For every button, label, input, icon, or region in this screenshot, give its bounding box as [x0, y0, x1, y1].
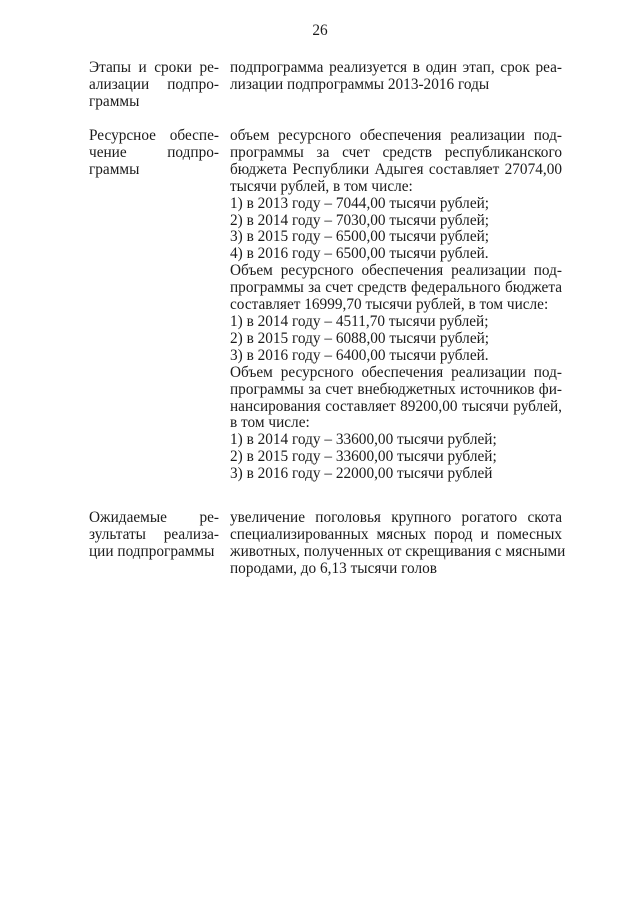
- content-line: 2) в 2015 году – 6088,00 тысячи рублей;: [230, 329, 490, 347]
- content-line: 3) в 2016 году – 6400,00 тысячи рублей.: [230, 346, 489, 364]
- content-line: лизации подпрограммы 2013-2016 годы: [230, 75, 490, 93]
- content-line: программы за счет средств федерального бюджета: [230, 279, 562, 297]
- content-line: 2) в 2015 году – 33600,00 тысячи рублей;: [230, 448, 497, 466]
- content-line: программы за счет средств республиканского: [230, 143, 562, 161]
- label-line: чение подпро-: [89, 143, 219, 161]
- content-line: специализированных мясных пород и помесных: [230, 525, 562, 543]
- row-label: [89, 510, 219, 561]
- content-line: 2) в 2014 году – 7030,00 тысячи рублей;: [230, 211, 490, 229]
- content-line: программы за счет внебюджетных источников фи-: [230, 380, 562, 398]
- label-line: ции подпрограммы: [89, 542, 215, 560]
- content-line: тысячи рублей, в том числе:: [230, 177, 413, 195]
- label-line: Ожидаемые ре-: [89, 509, 219, 526]
- label-line: Этапы и сроки ре-: [89, 59, 219, 76]
- content-line: составляет 16999,70 тысячи рублей, в том числе:: [230, 296, 549, 314]
- content-line: нансирования составляет 89200,00 тысячи рублей,: [230, 397, 562, 415]
- row-label: [89, 128, 219, 179]
- row-label: [89, 60, 219, 111]
- label-line: ализации подпро-: [89, 75, 219, 93]
- content-line: Объем ресурсного обеспечения реализации под-: [230, 363, 562, 381]
- row-content: [230, 128, 562, 483]
- content-line: Объем ресурсного обеспечения реализации под-: [230, 262, 562, 280]
- row-content: [230, 509, 566, 578]
- content-line: 3) в 2016 году – 22000,00 тысячи рублей: [230, 465, 493, 483]
- content-line: 3) в 2015 году – 6500,00 тысячи рублей;: [230, 228, 490, 246]
- content-line: 1) в 2014 году – 33600,00 тысячи рублей;: [230, 431, 497, 449]
- content-line: породами, до 6,13 тысячи голов: [230, 559, 437, 577]
- content-line: животных, полученных от скрещивания с мясными: [230, 542, 566, 560]
- content-line: объем ресурсного обеспечения реализации под-: [230, 127, 562, 144]
- label-line: Ресурсное обеспе-: [89, 127, 219, 144]
- content-line: в том числе:: [230, 414, 310, 432]
- content-line: увеличение поголовья крупного рогатого скота: [230, 509, 562, 526]
- content-line: бюджета Республики Адыгея составляет 27074,00: [230, 160, 562, 178]
- content-line: 1) в 2014 году – 4511,70 тысячи рублей;: [230, 312, 489, 330]
- label-line: зультаты реализа-: [89, 525, 219, 543]
- content-line: 4) в 2016 году – 6500,00 тысячи рублей.: [230, 245, 489, 263]
- label-line: граммы: [89, 160, 140, 178]
- content-line: 1) в 2013 году – 7044,00 тысячи рублей;: [230, 194, 490, 212]
- row-content: [230, 60, 562, 94]
- content-line: подпрограмма реализуется в один этап, срок реа-: [230, 59, 562, 76]
- page-number: 26: [312, 22, 328, 39]
- label-line: граммы: [89, 92, 140, 110]
